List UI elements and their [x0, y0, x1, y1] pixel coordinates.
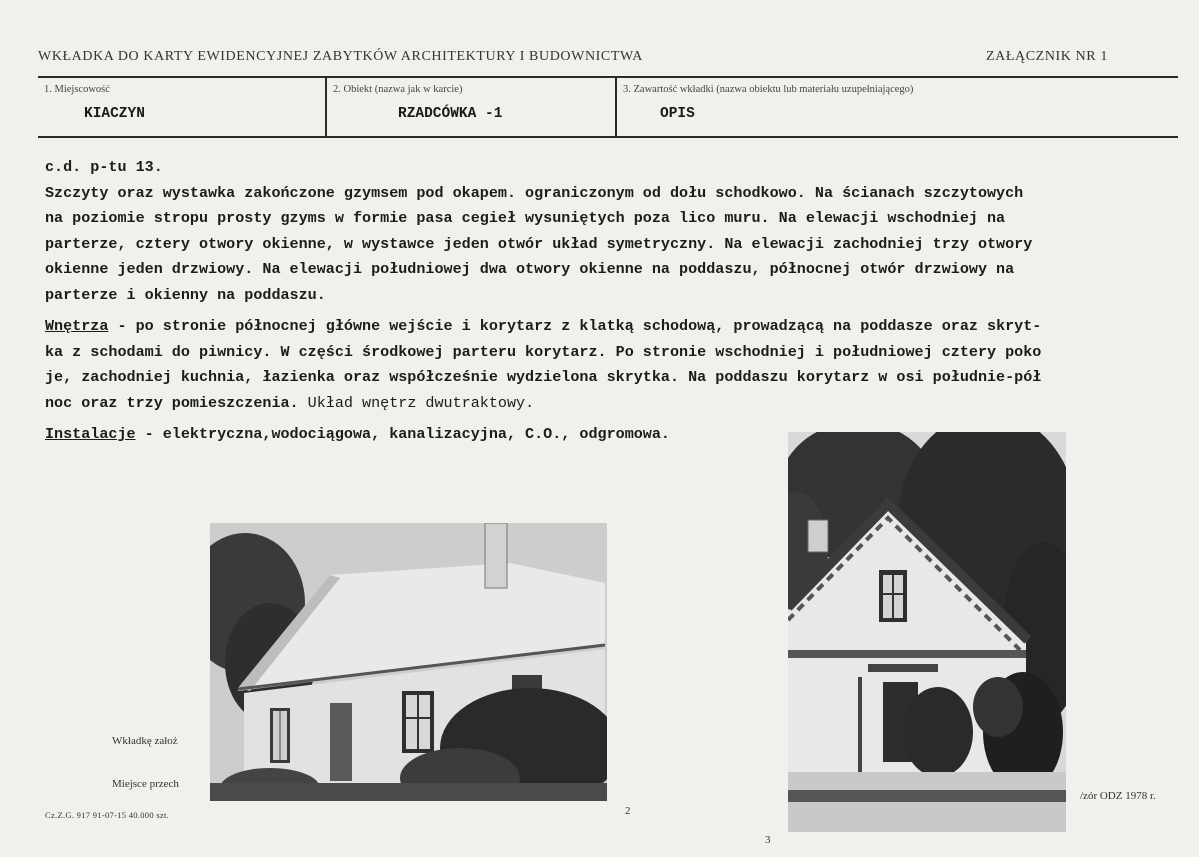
- photo-house-side-image: [210, 523, 607, 801]
- field-label-locality: 1. Miejscowość: [44, 84, 110, 95]
- para1-line-3: parterze, cztery otwory okienne, w wystawce jeden otwór układ symetryczny. Na elewacji zachodniej trzy otwory: [45, 234, 1033, 253]
- para1-line-2: na poziomie stropu prosty gzyms w formie pasa cegieł wysuniętych poza lico muru. Na elewacji wschodniej na: [45, 209, 1006, 227]
- field-label-content: 3. Zawartość wkładki (nazwa obiektu lub materiału uzupełniającego): [623, 84, 914, 95]
- field-value-object: RZADCÓWKA -1: [398, 106, 503, 122]
- para2-line-1: [45, 314, 1185, 340]
- attachment-number: ZAŁĄCZNIK NR 1: [986, 49, 1108, 64]
- header-rule-bottom: [38, 136, 1178, 138]
- photo-house-gable-image: [788, 432, 1066, 832]
- pattern-label: /zór ODZ 1978 r.: [1080, 790, 1156, 802]
- photo-house-gable: [788, 432, 1066, 832]
- inserted-by-label: Wkładkę założ: [112, 735, 178, 747]
- header-rule-top: [38, 76, 1178, 78]
- storage-place-label: Miejsce przech: [112, 778, 179, 790]
- para1-line-5: parterze i okienny na poddaszu.: [45, 285, 326, 304]
- para1-line-4: okienne jeden drzwiowy. Na elewacji południowej dwa otwory okienne na poddaszu, północnej otwór drzwiowy na: [45, 260, 1015, 278]
- field-label-object: 2. Obiekt (nazwa jak w karcie): [333, 84, 463, 95]
- para2-line-2: ka z schodami do piwnicy. W części środkowej parteru korytarz. Po stronie wschodniej i południowej cztery poko: [45, 342, 1042, 361]
- installations-text: - elektryczna,wodociągowa, kanalizacyjna, C.O., odgromowa.: [135, 425, 670, 443]
- para1-line-1: Szczyty oraz wystawka zakończone gzymsem pod okapem. ograniczonym od dołu schodkowo. Na ścianach szczytowych: [45, 183, 1024, 202]
- photo-house-side: [210, 523, 607, 801]
- para2-line-4-a: noc oraz trzy pomieszczenia.: [45, 393, 299, 412]
- interior-heading: Wnętrza: [45, 317, 109, 335]
- continuation-line: c.d. p-tu 13.: [45, 158, 163, 176]
- para2-line-4-b: Układ wnętrz dwutraktowy.: [298, 393, 535, 412]
- installations-heading: Instalacje: [45, 425, 136, 443]
- field-divider-1: [325, 78, 327, 136]
- field-divider-2: [615, 78, 617, 136]
- field-value-locality: KIACZYN: [84, 106, 145, 122]
- para2-line-3: je, zachodniej kuchnia, łazienka oraz współcześnie wydzielona skrytka. Na poddaszu korytarz w osi południe-pół: [45, 368, 1042, 386]
- page-number-left: 2: [625, 805, 631, 817]
- page-number-bottom: 3: [765, 834, 771, 846]
- description-text: [45, 155, 1185, 448]
- field-value-content: OPIS: [660, 106, 695, 122]
- para2-line-4: [45, 391, 1185, 417]
- para2-line-1-text: - po stronie północnej główne wejście i korytarz z klatką schodową, prowadzącą na poddasze oraz skryt-: [108, 317, 1042, 335]
- print-code: Cz.Z.G. 917 91-07-15 40.000 szt.: [45, 810, 170, 820]
- form-title: WKŁADKA DO KARTY EWIDENCYJNEJ ZABYTKÓW ARCHITEKTURY I BUDOWNICTWA: [38, 49, 643, 64]
